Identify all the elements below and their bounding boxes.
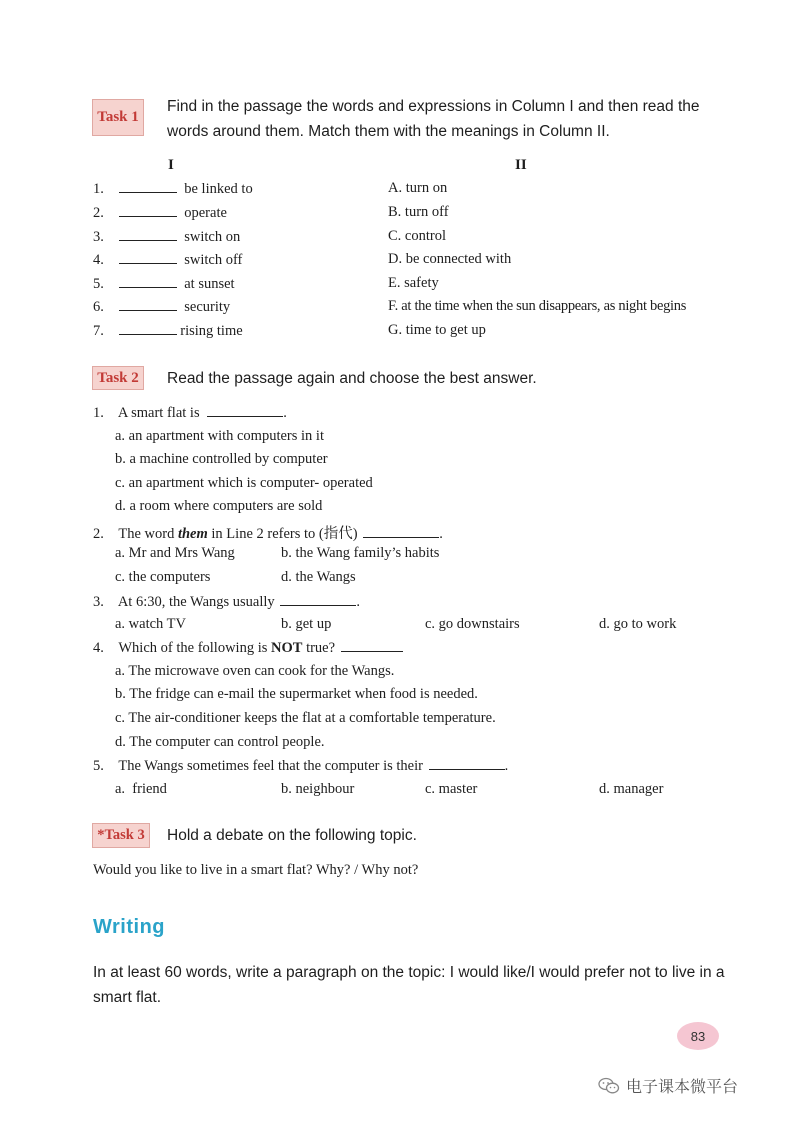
option[interactable]: d. a room where computers are sold	[115, 498, 323, 514]
match-meaning: D. be connected with	[388, 251, 512, 267]
option[interactable]: a. The microwave oven can cook for the Wangs.	[115, 663, 395, 679]
watermark: 电子课本微平台	[598, 1074, 738, 1097]
debate-topic: Would you like to live in a smart flat? Why? / Why not?	[93, 862, 419, 878]
option[interactable]: c. an apartment which is computer- operated	[115, 475, 373, 491]
match-row: 5. at sunset	[93, 276, 235, 292]
option[interactable]: a. friend	[115, 781, 167, 797]
task1-instruction: Find in the passage the words and expressions in Column I and then read the words around them. Match them with the meanings in Column II.	[167, 98, 700, 140]
answer-blank[interactable]	[207, 404, 283, 417]
option[interactable]: b. The fridge can e-mail the supermarket when food is needed.	[115, 686, 478, 702]
option[interactable]: d. The computer can control people.	[115, 734, 325, 750]
match-row: 2. operate	[93, 205, 227, 221]
match-meaning: A. turn on	[388, 180, 448, 196]
match-row: 1. be linked to	[93, 181, 253, 197]
answer-blank[interactable]	[341, 639, 403, 652]
page-number: 83	[677, 1022, 719, 1050]
answer-blank[interactable]	[280, 593, 356, 606]
task3-label: *Task 3	[92, 823, 150, 848]
question-4: 4. Which of the following is NOT true?	[93, 639, 403, 657]
answer-blank[interactable]	[119, 228, 177, 241]
option[interactable]: d. the Wangs	[281, 569, 356, 585]
question-2: 2. The word them in Line 2 refers to (指代) .	[93, 526, 443, 542]
match-row: 6. security	[93, 299, 231, 315]
task2-instruction: Read the passage again and choose the best answer.	[167, 370, 537, 387]
option[interactable]: d. go to work	[599, 616, 677, 632]
task2-label: Task 2	[92, 366, 144, 390]
task3-instruction: Hold a debate on the following topic.	[167, 827, 417, 844]
option[interactable]: d. manager	[599, 781, 664, 797]
column-1-header: I	[168, 157, 174, 173]
option[interactable]: c. master	[425, 781, 478, 797]
answer-blank[interactable]	[119, 251, 177, 264]
option[interactable]: a. Mr and Mrs Wang	[115, 545, 235, 561]
match-meaning: C. control	[388, 228, 446, 244]
option[interactable]: b. the Wang family’s habits	[281, 545, 440, 561]
option[interactable]: c. The air-conditioner keeps the flat at a comfortable temperature.	[115, 710, 496, 726]
answer-blank[interactable]	[119, 275, 177, 288]
answer-blank[interactable]	[119, 298, 177, 311]
match-meaning: F. at the time when the sun disappears, as night begins	[388, 298, 687, 314]
answer-blank[interactable]	[429, 757, 505, 770]
answer-blank[interactable]	[119, 322, 177, 335]
wechat-icon	[598, 1077, 620, 1095]
option[interactable]: c. go downstairs	[425, 616, 520, 632]
question-3: 3. At 6:30, the Wangs usually .	[93, 594, 360, 610]
task1-label: Task 1	[92, 99, 144, 136]
match-row: 4. switch off	[93, 252, 243, 268]
answer-blank[interactable]	[119, 180, 177, 193]
match-meaning: G. time to get up	[388, 322, 486, 338]
option[interactable]: b. a machine controlled by computer	[115, 451, 328, 467]
option[interactable]: c. the computers	[115, 569, 211, 585]
option[interactable]: a. watch TV	[115, 616, 186, 632]
match-meaning: B. turn off	[388, 204, 449, 220]
column-2-header: II	[515, 157, 527, 173]
option[interactable]: b. get up	[281, 616, 332, 632]
writing-title: Writing	[93, 916, 166, 938]
answer-blank[interactable]	[119, 204, 177, 217]
question-1: 1. A smart flat is .	[93, 405, 287, 421]
option[interactable]: a. an apartment with computers in it	[115, 428, 324, 444]
answer-blank[interactable]	[363, 525, 439, 538]
match-row: 3. switch on	[93, 229, 241, 245]
question-5: 5. The Wangs sometimes feel that the computer is their .	[93, 758, 509, 774]
match-meaning: E. safety	[388, 275, 439, 291]
option[interactable]: b. neighbour	[281, 781, 355, 797]
match-row: 7. rising time	[93, 323, 243, 339]
writing-prompt: In at least 60 words, write a paragraph on the topic: I would like/I would prefer not to live in a smart flat.	[93, 964, 725, 1006]
